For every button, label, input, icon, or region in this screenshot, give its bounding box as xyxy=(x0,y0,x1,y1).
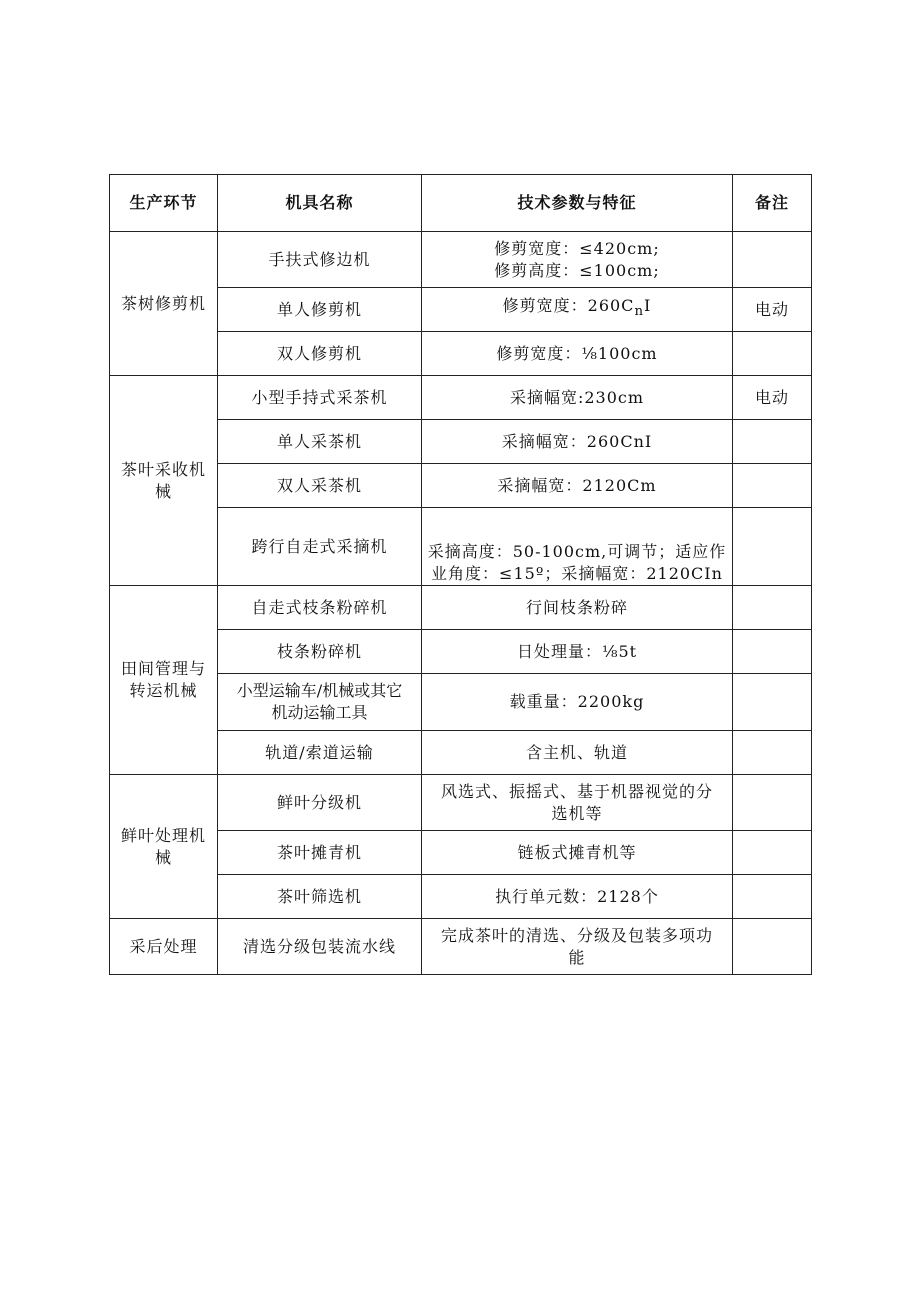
stage-cell: 采后处理 xyxy=(110,919,218,975)
header-remark: 备注 xyxy=(733,175,812,232)
remark-cell xyxy=(733,508,812,586)
header-name: 机具名称 xyxy=(218,175,422,232)
param-text-tail: I xyxy=(644,296,652,316)
param-line: 选机等 xyxy=(551,803,603,823)
name-cell: 茶叶筛选机 xyxy=(218,875,422,919)
stage-text: 鲜叶处理机械 xyxy=(120,825,206,867)
param-cell xyxy=(422,919,733,975)
remark-cell xyxy=(733,731,812,775)
name-cell: 跨行自走式采摘机 xyxy=(218,508,422,586)
param-cell: 日处理量：⅛5t xyxy=(422,630,733,674)
name-line: 小型运输车/机械或其它 xyxy=(236,681,403,700)
remark-cell xyxy=(733,630,812,674)
name-cell: 双人采茶机 xyxy=(218,464,422,508)
name-cell: 自走式枝条粉碎机 xyxy=(218,586,422,630)
name-cell: 轨道/索道运输 xyxy=(218,731,422,775)
param-line: 采摘高度：50-100cm,可调节；适应作 xyxy=(427,542,727,561)
param-cell xyxy=(422,288,733,332)
param-cell xyxy=(422,775,733,831)
param-line: 完成茶叶的清选、分级及包装多项功 xyxy=(440,925,713,945)
stage-cell xyxy=(110,775,218,919)
remark-cell xyxy=(733,919,812,975)
param-cell xyxy=(422,232,733,288)
param-line: 风选式、振摇式、基于机器视觉的分 xyxy=(440,781,713,801)
name-cell: 双人修剪机 xyxy=(218,332,422,376)
param-cell: 采摘幅宽：260CnI xyxy=(422,420,733,464)
remark-cell xyxy=(733,586,812,630)
remark-cell xyxy=(733,420,812,464)
name-cell xyxy=(218,674,422,731)
name-cell: 枝条粉碎机 xyxy=(218,630,422,674)
stage-text: 田间管理与转运机械 xyxy=(120,659,206,700)
remark-cell: 电动 xyxy=(733,376,812,420)
header-stage: 生产环节 xyxy=(110,175,218,232)
param-cell xyxy=(422,508,733,586)
name-cell: 小型手持式采茶机 xyxy=(218,376,422,420)
param-line: 修剪高度：≤100cm; xyxy=(494,260,660,280)
stage-text: 茶叶采收机械 xyxy=(120,459,206,501)
table-row xyxy=(110,775,812,831)
machinery-spec-table xyxy=(109,174,812,975)
param-text: 修剪宽度：260C xyxy=(502,296,635,316)
header-params: 技术参数与特征 xyxy=(422,175,733,232)
remark-cell xyxy=(733,831,812,875)
name-cell: 茶叶摊青机 xyxy=(218,831,422,875)
stage-cell xyxy=(110,376,218,586)
table-row xyxy=(110,376,812,420)
remark-cell: 电动 xyxy=(733,288,812,332)
param-cell: 载重量：2200kg xyxy=(422,674,733,731)
param-cell: 采摘幅宽：2120Cm xyxy=(422,464,733,508)
param-cell: 含主机、轨道 xyxy=(422,731,733,775)
name-cell: 单人采茶机 xyxy=(218,420,422,464)
remark-cell xyxy=(733,232,812,288)
param-cell: 采摘幅宽:230cm xyxy=(422,376,733,420)
param-line: 业角度：≤15º；采摘幅宽：2120CIn xyxy=(431,564,723,583)
param-subscript: n xyxy=(634,304,645,320)
param-cell: 行间枝条粉碎 xyxy=(422,586,733,630)
remark-cell xyxy=(733,464,812,508)
param-line: 修剪宽度：≤420cm; xyxy=(494,238,660,258)
remark-cell xyxy=(733,332,812,376)
stage-cell xyxy=(110,586,218,775)
remark-cell xyxy=(733,674,812,731)
table-row xyxy=(110,586,812,630)
table-row xyxy=(110,919,812,975)
param-cell: 链板式摊青机等 xyxy=(422,831,733,875)
param-cell: 执行单元数：2128个 xyxy=(422,875,733,919)
remark-cell xyxy=(733,775,812,831)
name-cell: 手扶式修边机 xyxy=(218,232,422,288)
name-cell: 鲜叶分级机 xyxy=(218,775,422,831)
name-cell: 单人修剪机 xyxy=(218,288,422,332)
param-cell: 修剪宽度：⅛100cm xyxy=(422,332,733,376)
name-line: 机动运输工具 xyxy=(271,703,368,722)
remark-cell xyxy=(733,875,812,919)
stage-cell: 茶树修剪机 xyxy=(110,232,218,376)
table-row xyxy=(110,232,812,288)
param-line: 能 xyxy=(568,947,586,967)
name-cell: 清选分级包装流水线 xyxy=(218,919,422,975)
table-header-row xyxy=(110,175,812,232)
